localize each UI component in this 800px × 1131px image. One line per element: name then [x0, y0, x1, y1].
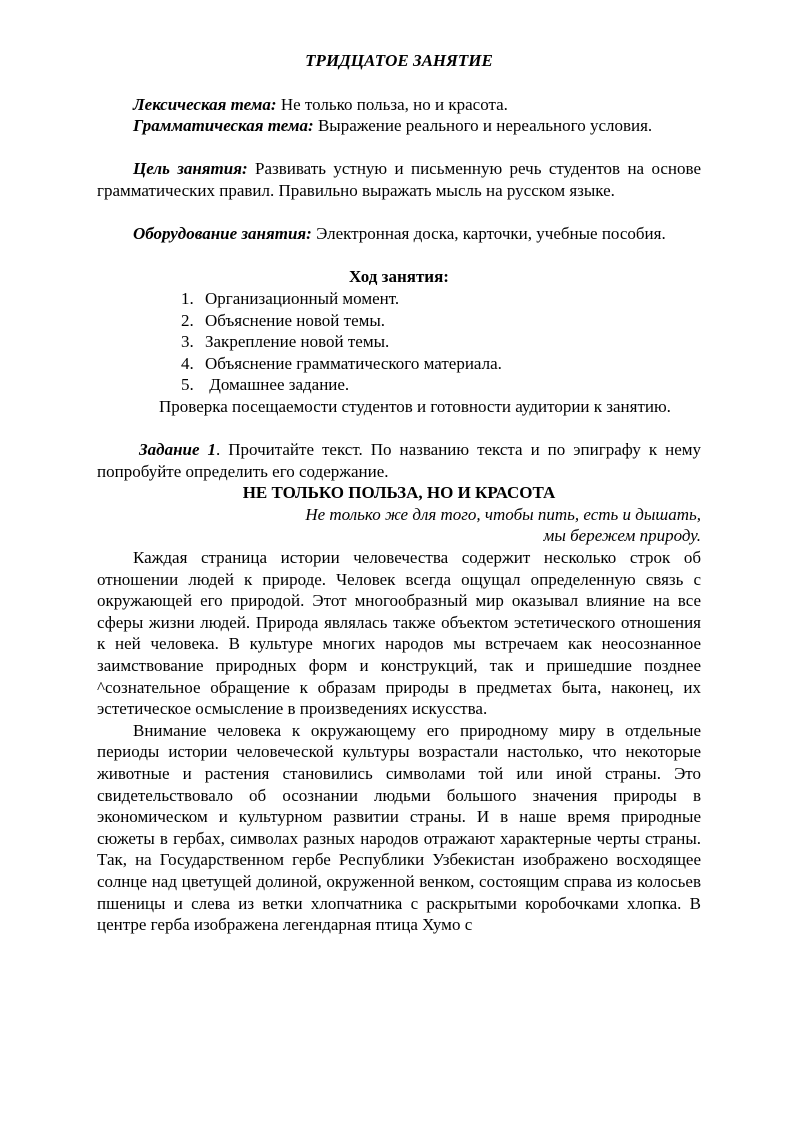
task-1-label: Задание 1 — [139, 440, 217, 460]
procedure-step: 5. Домашнее задание. — [181, 375, 350, 395]
body-paragraph-1: Каждая страница истории человечества содержит несколько строк об отношении людей к природе. Человек всегда ощущал определенную связь с окружающей его природой. Этот многообразный мир оказывал влияние на все сферы жизни людей. Природа являлась также объектом эстетического отношения к ней человека. В культуре многих народов мы встречаем как неосознанное заимствование природных форм и конструкций, так и пришедшие позднее ^сознательное обращение к образам природы в предметах быта, наконец, их эстетическое осмысление в произведениях искусства. — [97, 548, 701, 719]
body-paragraph-2: Внимание человека к окружающему его природному миру в отдельные периоды истории человеческой культуры возрастали настолько, что некоторые животные и растения становились символами той или иной страны. Это свидетельствовало об осознании людьми большого значения природы в экономическом и культурном развитии страны. И в наше время природные сюжеты в гербах, символах разных народов отражают характерные черты страны. Так, на Государственном гербе Республики Узбекистан изображено восходящее солнце над цветущей долиной, окруженной венком, состоящим справа из колосьев пшеницы и слева из ветки хлопчатника с раскрытыми коробочками хлопка. В центре герба изображена легендарная птица Хумо с — [97, 720, 701, 935]
procedure-steps — [97, 288, 701, 396]
procedure-step: 4. Объяснение грамматического материала. — [181, 353, 502, 373]
lesson-goal-text: Развивать устную и письменную речь студентов на основе грамматических правил. Правильно выражать мысль на русском языке. — [97, 159, 702, 200]
procedure-step: 2. Объяснение новой темы. — [181, 310, 386, 330]
lexical-topic-label: Лексическая тема: — [133, 94, 277, 114]
task-1 — [97, 439, 701, 482]
epigraph-line-1: Не только же для того, чтобы пить, есть и дышать, — [305, 504, 701, 524]
task-1-text: . Прочитайте текст. По названию текста и по эпиграфу к нему попробуйте определить его содержание. — [97, 440, 701, 481]
grammar-topic — [97, 115, 701, 137]
attendance-note: Проверка посещаемости студентов и готовности аудитории к занятию. — [159, 396, 671, 416]
lesson-equipment-text: Электронная доска, карточки, учебные пособия. — [311, 224, 666, 244]
grammar-topic-text: Выражение реального и нереального условия. — [313, 116, 653, 136]
lexical-topic — [97, 94, 701, 116]
procedure-step: 3. Закрепление новой темы. — [181, 332, 390, 352]
lesson-equipment-label: Оборудование занятия: — [133, 224, 312, 244]
grammar-topic-label: Грамматическая тема: — [133, 116, 314, 136]
lesson-title: ТРИДЦАТОЕ ЗАНЯТИЕ — [305, 51, 493, 70]
lesson-goal-label: Цель занятия: — [133, 159, 248, 179]
lesson-equipment — [97, 223, 701, 245]
epigraph-line-2: мы бережем природу. — [543, 526, 701, 546]
reading-text-title: НЕ ТОЛЬКО ПОЛЬЗА, НО И КРАСОТА — [242, 483, 556, 503]
procedure-step: 1. Организационный момент. — [181, 288, 400, 308]
lexical-topic-text: Не только польза, но и красота. — [276, 94, 508, 114]
document-page — [97, 50, 701, 936]
procedure-heading: Ход занятия: — [349, 267, 449, 287]
lesson-goal — [97, 158, 701, 201]
